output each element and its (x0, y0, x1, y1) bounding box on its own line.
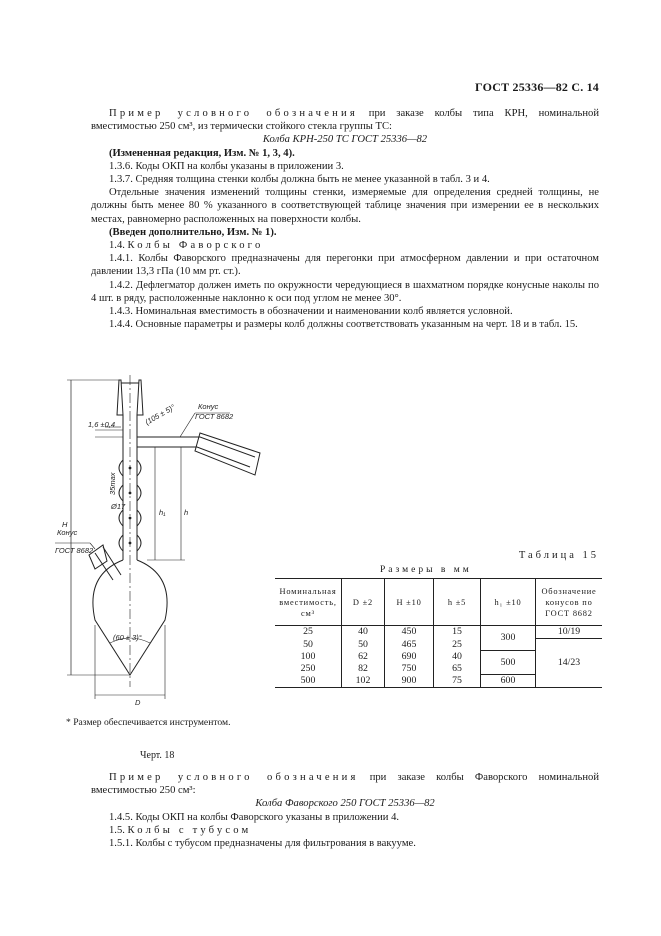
label-dim-17: Ø17 (111, 502, 126, 511)
drawing-caption: Черт. 18 (140, 750, 175, 761)
cell-h1: 500 (481, 651, 536, 675)
dimensions-table (275, 578, 602, 688)
col-header-h1: h₁ ±10 (481, 579, 536, 626)
clause-1-4-2: 1.4.2. Дефлегматор должен иметь по окружности чередующиеся в шахматном порядке конусные наколы по 4 шт. в ряду, расположенные наклонно к оси под углом не менее 30°. (91, 279, 599, 304)
cell-capacity: 100 (300, 650, 316, 662)
amendment-note: (Измененная редакция, Изм. № 1, 3, 4). (109, 147, 295, 159)
label-angle-top: (105 ± 5)° (143, 402, 177, 427)
cell-D: 82 (342, 663, 385, 675)
col-header-H: H ±10 (385, 579, 434, 626)
label-D: D (135, 698, 141, 707)
label-cone-side-std: ГОСТ 8682 (55, 546, 94, 555)
flask-drawing (55, 375, 280, 710)
section-1-4-heading (91, 239, 599, 252)
cell-cone: 10/19 (536, 626, 603, 639)
label-h1: h₁ (159, 508, 166, 517)
label-h: h (184, 508, 189, 517)
label-cone-top: Конус (198, 402, 219, 411)
label-dim-35: 35max (108, 472, 117, 495)
col-header-h: h ±5 (434, 579, 481, 626)
table-header-row (275, 579, 602, 626)
cell-capacity: 250 (300, 662, 316, 674)
clause-1-4-1: 1.4.1. Колбы Фаворского предназначены для перегонки при атмосферном давлении и при остаточном давлении 13,3 гПа (10 мм рт. ст.). (91, 253, 599, 278)
section-title: Колбы с тубусом (127, 824, 252, 836)
col-header-D: D ±2 (342, 579, 385, 626)
cell-h: 65 (434, 663, 481, 675)
clause-1-5-1: 1.5.1. Колбы с тубусом предназначены для фильтрования в вакууме. (109, 838, 416, 850)
cell-H: 465 (385, 639, 434, 651)
amendment-note-2: (Введен дополнительно, Изм. № 1). (109, 226, 277, 238)
cell-H: 690 (385, 651, 434, 663)
label-angle-bottom: (60 ± 3)° (113, 633, 142, 642)
clause-1-3-6: 1.3.6. Коды ОКП на колбы указаны в приложении 3. (109, 160, 344, 172)
designation-example: Колба КРН-250 ТС ГОСТ 25336—82 (262, 134, 428, 146)
clause-wall-thickness: Отдельные значения изменений толщины стенки, измеряемые для определения средней толщины, не должны быть менее 80 % указанного в соответствующей таблице значения при измерении ее в нескольких местах, равномерно расположенных на поверхности колбы. (91, 187, 599, 225)
table-row (275, 626, 602, 639)
paragraph-text: при заказе колбы типа КРН, номинальной вместимостью 250 см³, из термически стойкого стекла группы ТС: (91, 108, 599, 133)
paragraph-example (91, 107, 599, 133)
section-title: Колбы Фаворского (127, 240, 264, 252)
cell-H: 750 (385, 663, 434, 675)
cell-capacity: 25 (303, 626, 313, 638)
cell-h: 25 (434, 639, 481, 651)
cell-capacity: 50 (303, 638, 313, 650)
cell-h: 15 (434, 626, 481, 639)
cell-D: 102 (342, 675, 385, 688)
cell-cone: 14/23 (536, 639, 603, 688)
cell-h1: 600 (481, 675, 536, 688)
table-title: Таблица 15 (518, 550, 599, 561)
label-dim-1-6: 1,6 ±0,4 (88, 420, 116, 429)
clause-1-3-7: 1.3.7. Средняя толщина стенки колбы должна быть не менее указанной в табл. 3 и 4. (109, 174, 490, 186)
cell-h1: 300 (481, 626, 536, 651)
page-header: ГОСТ 25336—82 С. 14 (475, 80, 599, 94)
col-header-capacity: Номинальная вместимость, см³ (275, 579, 342, 626)
label-H: H (62, 520, 68, 529)
clause-1-4-5: 1.4.5. Коды ОКП на колбы Фаворского указаны в приложении 4. (109, 811, 400, 823)
designation-example-2: Колба Фаворского 250 ГОСТ 25336—82 (255, 798, 435, 810)
clause-1-4-4: 1.4.4. Основные параметры и размеры колб должны соответствовать указанным на черт. 18 и в табл. 15. (109, 319, 578, 331)
tail-text (91, 771, 599, 850)
body-text (91, 107, 599, 331)
cell-h: 75 (434, 675, 481, 688)
clause-1-4-3: 1.4.3. Номинальная вместимость в обозначении и наименовании колб является условной. (109, 306, 513, 318)
drawing-footnote: * Размер обеспечивается инструментом. (66, 717, 231, 728)
section-number: 1.4. (109, 240, 128, 252)
cell-H: 450 (385, 626, 434, 639)
spaced-phrase: Пример условного обозначения (109, 108, 358, 119)
paragraph-text: при заказе колбы Фаворского номинальной вместимостью 250 см³: (91, 772, 599, 797)
label-cone-side: Конус (57, 528, 78, 537)
label-cone-top-std: ГОСТ 8682 (195, 412, 234, 421)
cell-capacity: 500 (275, 675, 342, 688)
section-number: 1.5. (109, 824, 128, 836)
cell-h: 40 (434, 651, 481, 663)
cell-D: 62 (342, 651, 385, 663)
cell-D: 50 (342, 639, 385, 651)
table-subtitle: Размеры в мм (380, 565, 472, 575)
table-row (275, 639, 602, 651)
spaced-phrase: Пример условного обозначения (109, 772, 359, 783)
paragraph-example-2 (91, 771, 599, 797)
col-header-cones: Обозначение конусов по ГОСТ 8682 (536, 579, 603, 626)
section-1-5-heading (91, 824, 599, 837)
cell-D: 40 (342, 626, 385, 639)
cell-H: 900 (385, 675, 434, 688)
